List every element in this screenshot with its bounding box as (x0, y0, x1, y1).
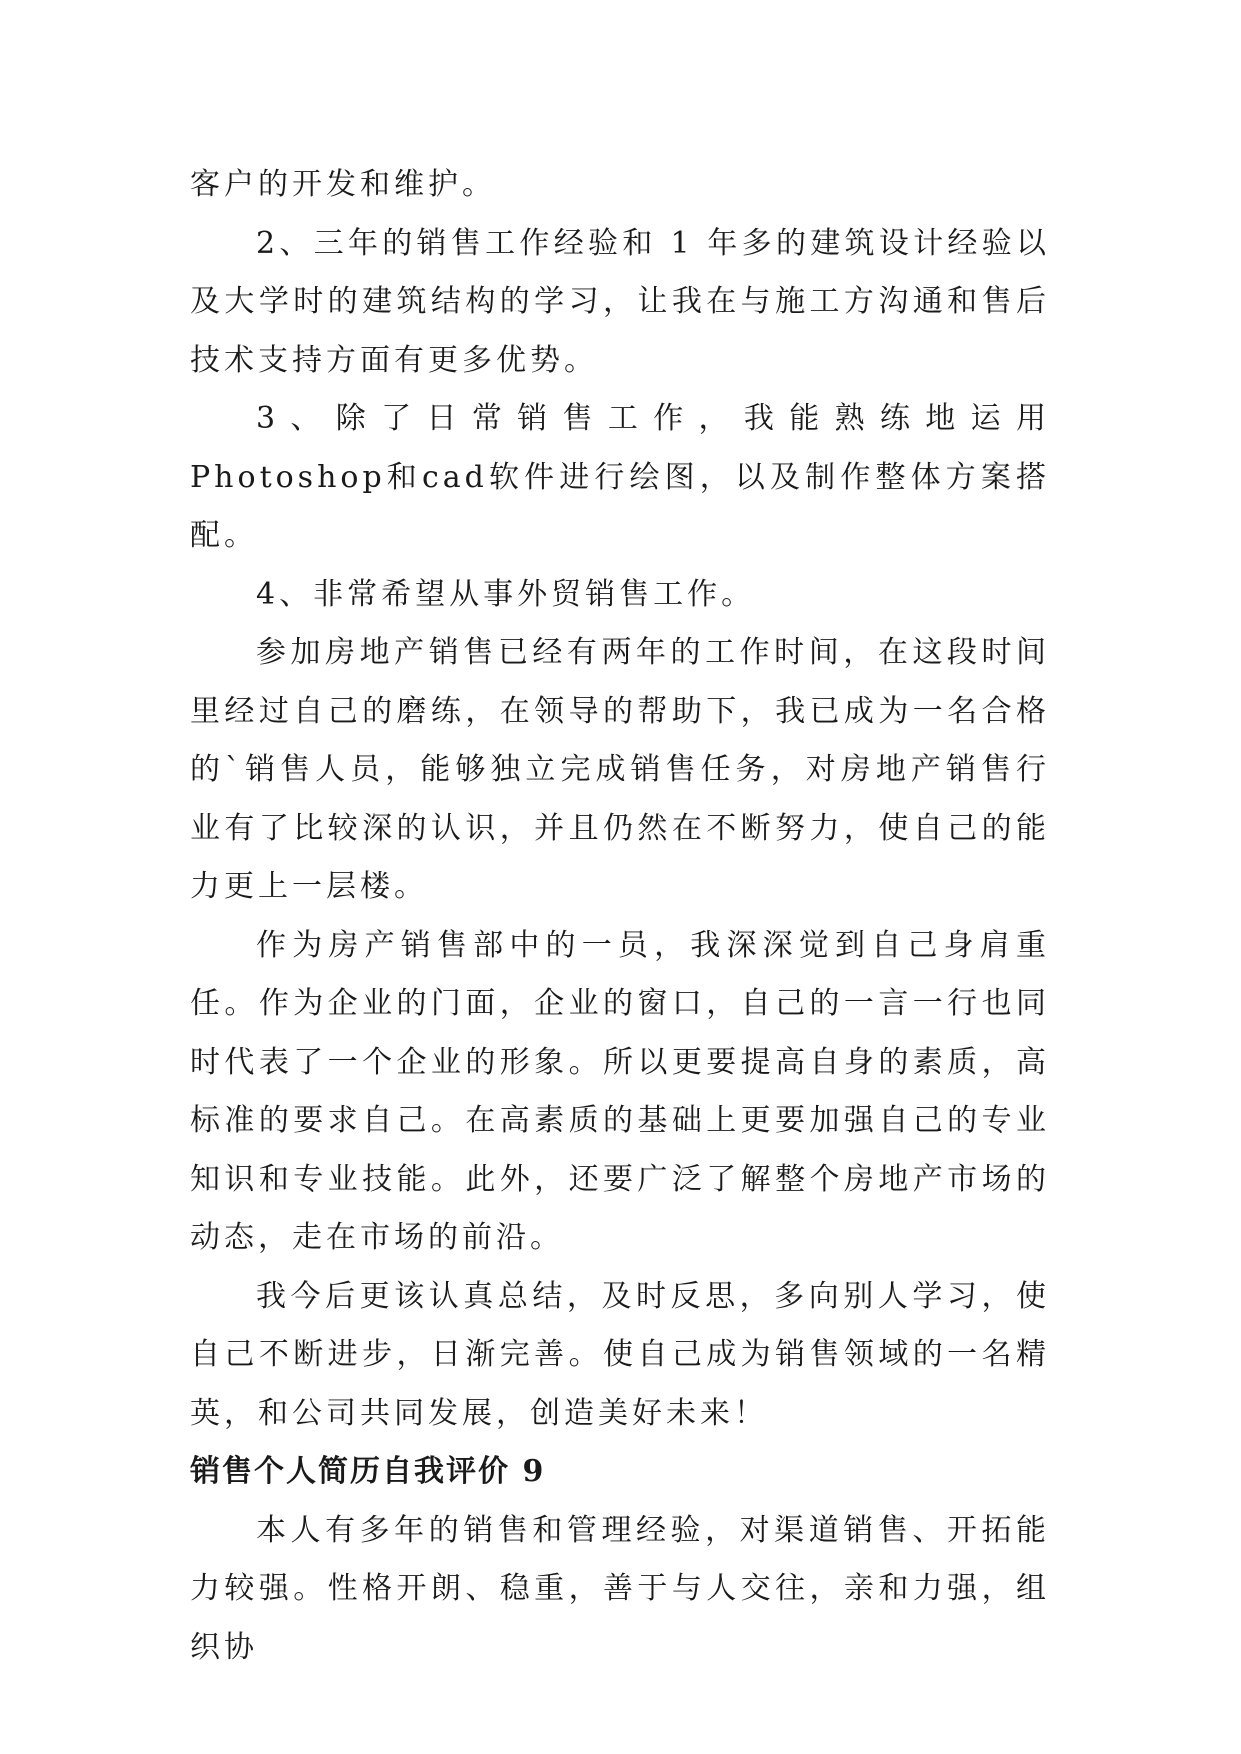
paragraph: 4、非常希望从事外贸销售工作。 (256, 576, 756, 612)
paragraph: 参加房地产销售已经有两年的工作时间，在这段时间里经过自己的磨练，在领导的帮助下，我已成为一名合格的`销售人员，能够独立完成销售任务，对房地产销售行业有了比较深的认识，并且仍然在不断努力，使自己的能力更上一层楼。 (190, 635, 1050, 904)
paragraph: 作为房产销售部中的一员，我深深觉到自己身肩重任。作为企业的门面，企业的窗口，自己的一言一行也同时代表了一个企业的形象。所以更要提高自身的素质，高标准的要求自己。在高素质的基础上更要加强自己的专业知识和专业技能。此外，还要广泛了解整个房地产市场的动态，走在市场的前沿。 (190, 927, 1050, 1255)
paragraph: 客户的开发和维护。 (190, 167, 496, 202)
paragraph: 2、三年的销售工作经验和 1 年多的建筑设计经验以及大学时的建筑结构的学习，让我在与施工方沟通和售后技术支持方面有更多优势。 (190, 225, 1050, 378)
paragraph: 3、除了日常销售工作，我能熟练地运用Photoshop和cad软件进行绘图，以及制作整体方案搭配。 (190, 401, 1050, 553)
paragraph: 本人有多年的销售和管理经验，对渠道销售、开拓能力较强。性格开朗、稳重，善于与人交往，亲和力强，组织协 (190, 1512, 1050, 1665)
section-heading: 销售个人简历自我评价 9 (190, 1454, 546, 1489)
paragraph: 我今后更该认真总结，及时反思，多向别人学习，使自己不断进步，日渐完善。使自己成为销售领域的一名精英，和公司共同发展，创造美好未来！ (190, 1278, 1050, 1431)
document-body (190, 156, 1050, 1677)
